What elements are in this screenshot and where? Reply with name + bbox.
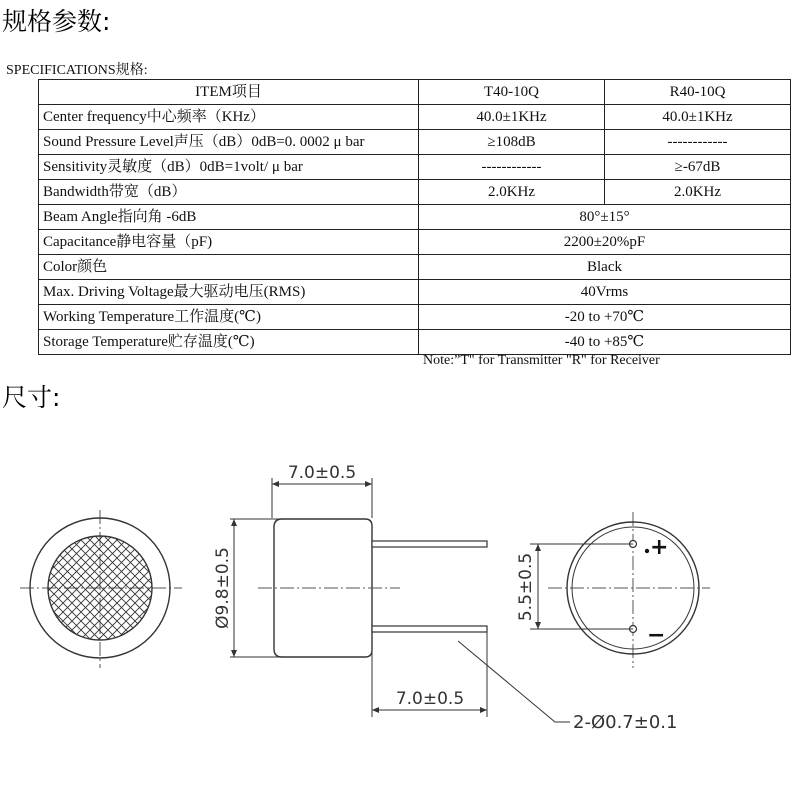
transmitter-value-cell: ------------ <box>419 155 605 180</box>
negative-pin-icon: − <box>647 623 666 648</box>
value-cell: 80°±15° <box>419 205 791 230</box>
transmitter-value-cell: ≥108dB <box>419 130 605 155</box>
transmitter-value-cell: 2.0KHz <box>419 180 605 205</box>
table-header-cell: R40-10Q <box>605 80 791 105</box>
dim-pin-spacing: 5.5±0.5 <box>516 552 536 622</box>
item-cell: Center frequency中心频率（KHz） <box>39 105 419 130</box>
dim-pin-diameter: 2-Ø0.7±0.1 <box>573 712 678 733</box>
item-cell: Capacitance静电容量（pF) <box>39 230 419 255</box>
value-cell: 40Vrms <box>419 280 791 305</box>
receiver-value-cell: ≥-67dB <box>605 155 791 180</box>
front-view <box>20 510 182 668</box>
dim-top-width: 7.0±0.5 <box>287 463 357 483</box>
dim-diameter: Ø9.8±0.5 <box>213 547 233 629</box>
item-cell: Storage Temperature贮存温度(℃) <box>39 330 419 355</box>
item-cell: Beam Angle指向角 -6dB <box>39 205 419 230</box>
item-cell: Max. Driving Voltage最大驱动电压(RMS) <box>39 280 419 305</box>
receiver-value-cell: 2.0KHz <box>605 180 791 205</box>
receiver-value-cell: ------------ <box>605 130 791 155</box>
table-header-cell: ITEM项目 <box>39 80 419 105</box>
dim-pin-length: 7.0±0.5 <box>395 689 465 709</box>
dimensions-heading: 尺寸: <box>2 383 61 412</box>
item-cell: Working Temperature工作温度(℃) <box>39 305 419 330</box>
receiver-value-cell: 40.0±1KHz <box>605 105 791 130</box>
side-view <box>213 463 677 733</box>
value-cell: -20 to +70℃ <box>419 305 791 330</box>
transmitter-value-cell: 40.0±1KHz <box>419 105 605 130</box>
item-cell: Bandwidth带宽（dB） <box>39 180 419 205</box>
value-cell: Black <box>419 255 791 280</box>
positive-pin-icon: + <box>650 535 669 560</box>
specifications-label: SPECIFICATIONS规格: <box>6 63 148 78</box>
item-cell: Color颜色 <box>39 255 419 280</box>
value-cell: 2200±20%pF <box>419 230 791 255</box>
specs-heading: 规格参数: <box>2 7 111 36</box>
item-cell: Sound Pressure Level声压（dB）0dB=0. 0002 μ bar <box>39 130 419 155</box>
item-cell: Sensitivity灵敏度（dB）0dB=1volt/ μ bar <box>39 155 419 180</box>
note-text: Note:”T" for Transmitter "R" for Receiver <box>423 353 660 368</box>
value-cell: -40 to +85℃ <box>419 330 791 355</box>
back-view <box>516 512 710 668</box>
table-header-cell: T40-10Q <box>419 80 605 105</box>
